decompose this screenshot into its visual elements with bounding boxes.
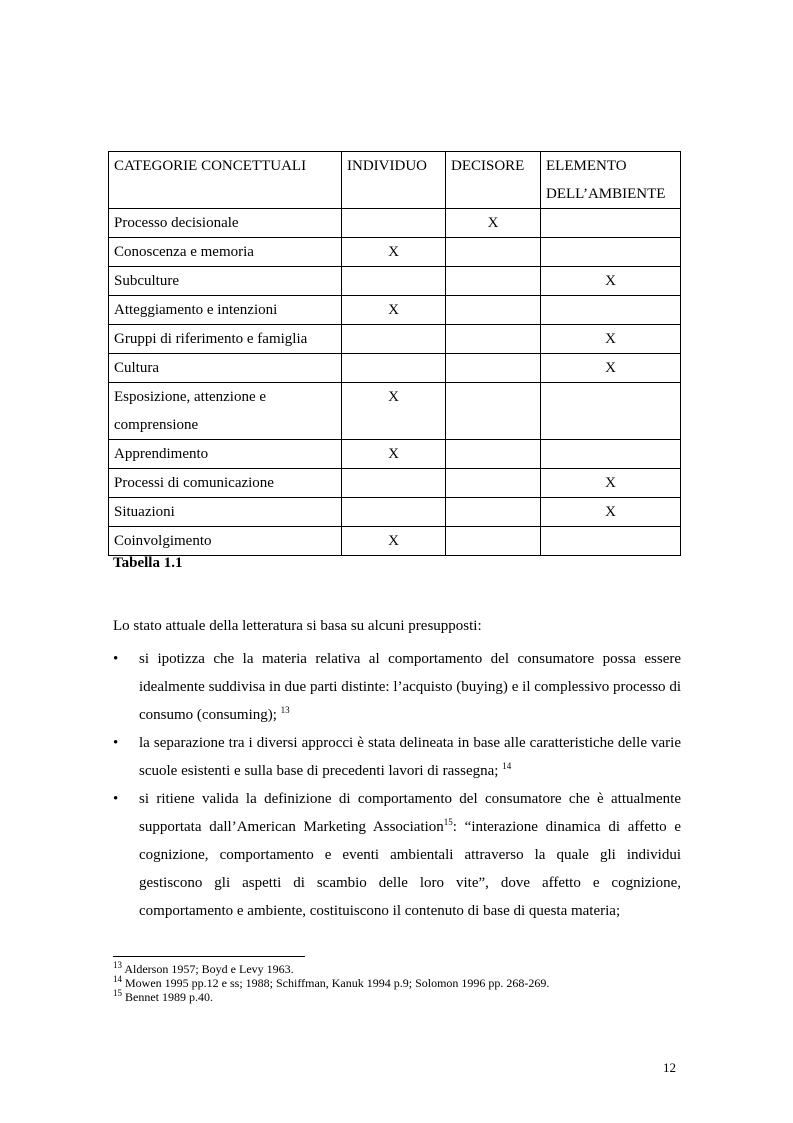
cell-individuo — [342, 267, 446, 296]
cell-decisore — [446, 440, 541, 469]
cell-ambiente — [541, 440, 681, 469]
bullet-text: si ipotizza che la materia relativa al comportamento del consumatore possa essere idealmente suddivisa in due parti distinte: l’acquisto (buying) e il complessivo processo di consumo (consuming); — [139, 651, 681, 723]
row-label: Processo decisionale — [109, 209, 342, 238]
header-decisore: DECISORE — [446, 152, 541, 209]
cell-individuo — [342, 498, 446, 527]
cell-decisore — [446, 469, 541, 498]
cell-individuo: X — [342, 440, 446, 469]
cell-decisore — [446, 527, 541, 556]
header-categorie: CATEGORIE CONCETTUALI — [109, 152, 342, 209]
cell-decisore — [446, 325, 541, 354]
row-label: Conoscenza e memoria — [109, 238, 342, 267]
cell-ambiente — [541, 209, 681, 238]
header-ambiente-line1: ELEMENTO — [546, 158, 627, 174]
table-row — [109, 209, 681, 238]
cell-ambiente — [541, 383, 681, 440]
footnote-number: 14 — [113, 974, 122, 984]
cell-individuo — [342, 354, 446, 383]
cell-ambiente — [541, 296, 681, 325]
footnote-ref: 15 — [443, 817, 453, 827]
row-label: Gruppi di riferimento e famiglia — [109, 325, 342, 354]
footnote-text: Alderson 1957; Boyd e Levy 1963. — [124, 962, 294, 976]
table-row — [109, 527, 681, 556]
cell-decisore — [446, 354, 541, 383]
bullet-list — [113, 645, 681, 925]
header-ambiente — [541, 152, 681, 209]
list-item — [113, 645, 681, 729]
table-row — [109, 354, 681, 383]
row-label — [109, 383, 342, 440]
table-caption: Tabella 1.1 — [113, 555, 183, 571]
footnote-ref: 14 — [502, 761, 512, 771]
bullet-text-cont: : “interazione dinamica di affetto e cognizione, comportamento e eventi ambientali attraverso la quale gli individui gestiscono gli aspetti di scambio delle loro vite”, dove affetto e cognizione, comportamento e ambiente, costituiscono il contenuto di base di questa materia; — [139, 819, 682, 919]
cell-individuo: X — [342, 296, 446, 325]
table-row — [109, 325, 681, 354]
cell-individuo: X — [342, 383, 446, 440]
footnote — [113, 990, 549, 1004]
cell-ambiente — [541, 238, 681, 267]
footnote — [113, 976, 549, 990]
header-ambiente-line2: DELL’AMBIENTE — [546, 186, 666, 202]
bullet-icon: • — [113, 651, 119, 667]
row-label-line1: Esposizione, attenzione e — [114, 389, 267, 405]
bullet-text: si ritiene valida la definizione di comportamento del consumatore che è attualmente supportata dall’American Marketing Association — [139, 791, 681, 835]
cell-decisore — [446, 498, 541, 527]
row-label: Situazioni — [109, 498, 342, 527]
cell-ambiente: X — [541, 267, 681, 296]
cell-individuo: X — [342, 527, 446, 556]
footnote-text: Bennet 1989 p.40. — [125, 990, 213, 1004]
cell-individuo — [342, 325, 446, 354]
footnote-divider — [113, 956, 305, 957]
cell-individuo — [342, 469, 446, 498]
table-row — [109, 383, 681, 440]
cell-ambiente: X — [541, 325, 681, 354]
bullet-text: la separazione tra i diversi approcci è stata delineata in base alle caratteristiche delle varie scuole esistenti e sulla base di precedenti lavori di rassegna; — [139, 735, 681, 779]
cell-decisore — [446, 296, 541, 325]
table-row — [109, 498, 681, 527]
table-row — [109, 469, 681, 498]
footnotes — [113, 962, 549, 1004]
categories-table — [108, 151, 681, 556]
table-header-row — [109, 152, 681, 209]
row-label: Cultura — [109, 354, 342, 383]
cell-decisore — [446, 267, 541, 296]
row-label: Subculture — [109, 267, 342, 296]
list-item — [113, 729, 681, 785]
row-label: Atteggiamento e intenzioni — [109, 296, 342, 325]
table-row — [109, 296, 681, 325]
row-label-line2: comprensione — [114, 417, 199, 433]
cell-ambiente: X — [541, 469, 681, 498]
cell-ambiente: X — [541, 498, 681, 527]
intro-paragraph: Lo stato attuale della letteratura si basa su alcuni presupposti: — [113, 618, 482, 634]
footnote-number: 13 — [113, 960, 122, 970]
cell-individuo: X — [342, 238, 446, 267]
cell-individuo — [342, 209, 446, 238]
row-label: Processi di comunicazione — [109, 469, 342, 498]
cell-decisore — [446, 238, 541, 267]
header-individuo: INDIVIDUO — [342, 152, 446, 209]
page-number: 12 — [663, 1060, 676, 1075]
cell-ambiente — [541, 527, 681, 556]
row-label: Apprendimento — [109, 440, 342, 469]
cell-ambiente: X — [541, 354, 681, 383]
bullet-icon: • — [113, 791, 119, 807]
bullet-icon: • — [113, 735, 119, 751]
table-row — [109, 440, 681, 469]
footnote — [113, 962, 549, 976]
table-row — [109, 267, 681, 296]
footnote-number: 15 — [113, 988, 122, 998]
cell-decisore: X — [446, 209, 541, 238]
cell-decisore — [446, 383, 541, 440]
row-label: Coinvolgimento — [109, 527, 342, 556]
footnote-text: Mowen 1995 pp.12 e ss; 1988; Schiffman, Kanuk 1994 p.9; Solomon 1996 pp. 268-269. — [125, 976, 550, 990]
list-item — [113, 785, 681, 925]
table-row — [109, 238, 681, 267]
footnote-ref: 13 — [280, 705, 290, 715]
